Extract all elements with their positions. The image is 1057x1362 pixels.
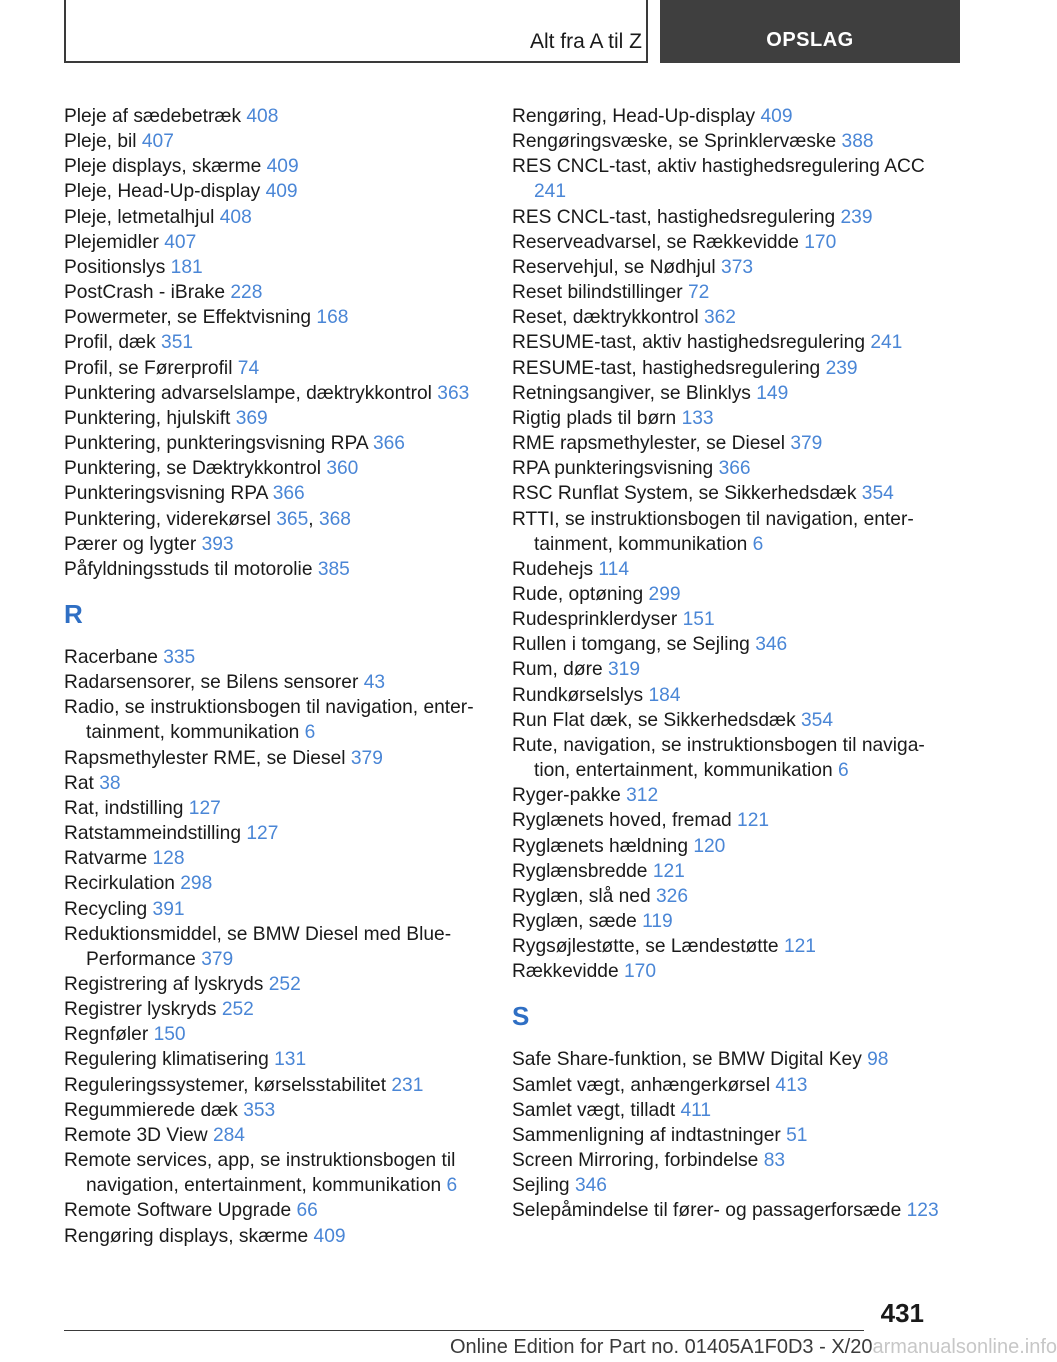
index-term: Punkteringsvisning RPA xyxy=(64,483,268,505)
index-term: Rudehejs xyxy=(512,558,594,580)
index-term: Remote services, app, se instruktionsbogen til navigation, entertainment, kommunikation xyxy=(64,1150,456,1197)
page-reference-link[interactable]: 379 xyxy=(350,747,383,769)
index-entry xyxy=(512,104,942,129)
page-reference-link[interactable]: 74 xyxy=(237,357,260,379)
index-entry xyxy=(512,356,942,381)
page-reference-link[interactable]: 363 xyxy=(437,382,470,404)
index-entry xyxy=(512,859,942,884)
page-reference-link[interactable]: 239 xyxy=(825,357,858,379)
index-term: Recycling xyxy=(64,898,148,920)
index-term: Pærer og lygter xyxy=(64,533,197,555)
index-term: Påfyldningsstuds til motorolie xyxy=(64,558,313,580)
index-entry xyxy=(512,607,942,632)
index-term: Remote Software Upgrade xyxy=(64,1200,292,1222)
page-reference-link[interactable]: 131 xyxy=(274,1049,307,1071)
index-term: Positionslys xyxy=(64,256,166,278)
index-entry xyxy=(64,230,494,255)
page-reference-link[interactable]: 360 xyxy=(326,458,359,480)
index-entry xyxy=(512,205,942,230)
page-reference-link[interactable]: 98 xyxy=(867,1049,889,1071)
index-entry xyxy=(64,695,494,745)
page-reference-link[interactable]: 409 xyxy=(266,156,299,178)
page-reference-link[interactable]: 6 xyxy=(446,1175,458,1197)
page-reference-link[interactable]: 127 xyxy=(188,797,221,819)
index-entry xyxy=(512,1073,942,1098)
page-reference-link[interactable]: 369 xyxy=(235,407,268,429)
page-reference-link[interactable]: 409 xyxy=(313,1225,346,1247)
index-entry xyxy=(64,796,494,821)
index-term: Rapsmethylester RME, se Diesel xyxy=(64,747,346,769)
page-reference-link[interactable]: 408 xyxy=(246,106,279,127)
index-entry xyxy=(512,834,942,859)
page-number: 431 xyxy=(880,1298,924,1328)
index-term: Registrer lyskryds xyxy=(64,999,217,1021)
page-reference-link[interactable]: 168 xyxy=(316,307,349,329)
index-entry xyxy=(512,154,942,204)
index-entry xyxy=(64,746,494,771)
index-term: RTTI, se instruktionsbogen til navigation, entertainment, kommunikation xyxy=(512,508,914,555)
index-entry xyxy=(64,179,494,204)
index-term: Regnføler xyxy=(64,1024,149,1046)
index-term: Profil, dæk xyxy=(64,332,156,354)
index-entry xyxy=(64,431,494,456)
index-term: Pleje displays, skærme xyxy=(64,156,262,178)
page-reference-link[interactable]: 335 xyxy=(163,646,196,668)
index-entry xyxy=(512,129,942,154)
index-term: RME rapsmethylester, se Diesel xyxy=(512,433,785,455)
index-term: Recirkulation xyxy=(64,873,175,895)
index-term: Sejling xyxy=(512,1175,570,1197)
page-reference-link[interactable]: 239 xyxy=(840,206,873,228)
index-entry xyxy=(64,771,494,796)
page-reference-link[interactable]: 284 xyxy=(212,1124,245,1146)
page-reference-link[interactable]: 368 xyxy=(318,508,351,530)
footer-text xyxy=(450,1336,1057,1359)
page-reference-link[interactable]: 366 xyxy=(272,483,305,505)
index-term: Samlet vægt, tilladt xyxy=(512,1099,676,1121)
page-reference-link[interactable]: 312 xyxy=(626,785,659,807)
footer-rule xyxy=(64,1330,864,1331)
index-term: Rude, optøning xyxy=(512,583,644,605)
page-reference-link[interactable]: 133 xyxy=(681,407,714,429)
page-reference-link[interactable]: 379 xyxy=(790,433,823,455)
index-entry xyxy=(64,557,494,582)
page-reference-link[interactable]: 409 xyxy=(760,106,793,127)
page-reference-link[interactable]: 72 xyxy=(687,282,710,304)
page-reference-link[interactable]: 388 xyxy=(841,131,874,153)
index-letter-heading: S xyxy=(512,1001,530,1032)
index-term: Profil, se Førerprofil xyxy=(64,357,233,379)
page-reference-link[interactable]: 385 xyxy=(317,558,350,580)
index-entry xyxy=(512,657,942,682)
index-entry xyxy=(64,1073,494,1098)
index-term: Radarsensorer, se Bilens sensorer xyxy=(64,672,359,694)
page-reference-link[interactable]: 362 xyxy=(703,307,736,329)
page-reference-link[interactable]: 121 xyxy=(652,860,685,882)
index-term: RES CNCL-tast, hastighedsregulering xyxy=(512,206,836,228)
index-term: Rum, døre xyxy=(512,659,603,681)
index-entry xyxy=(64,1123,494,1148)
index-term: Ryglænsbredde xyxy=(512,860,648,882)
index-term: Ryglæn, sæde xyxy=(512,911,637,932)
index-term: Plejemidler xyxy=(64,231,159,253)
index-entry xyxy=(64,1224,494,1249)
index-entry xyxy=(64,1148,494,1198)
page-reference-link[interactable]: 354 xyxy=(861,483,894,505)
page-reference-link[interactable]: 123 xyxy=(906,1200,939,1222)
page-reference-link[interactable]: 298 xyxy=(180,873,213,895)
index-term: Run Flat dæk, se Sikkerhedsdæk xyxy=(512,709,796,731)
footer-watermark: armanualsonline.info xyxy=(872,1336,1057,1358)
index-term: Rækkevidde xyxy=(512,961,619,983)
index-term: Pleje, bil xyxy=(64,131,137,153)
index-term: RESUME-tast, hastighedsregulering xyxy=(512,357,821,379)
page-reference-link[interactable]: 121 xyxy=(783,936,816,958)
page-reference-link[interactable]: 181 xyxy=(170,256,203,278)
index-entry xyxy=(512,582,942,607)
index-entry xyxy=(64,280,494,305)
index-term: Rudesprinklerdyser xyxy=(512,609,678,631)
index-term: Rygsøjlestøtte, se Lændestøtte xyxy=(512,936,779,958)
page-reference-link[interactable]: 407 xyxy=(164,231,197,253)
index-entry xyxy=(64,871,494,896)
index-entry xyxy=(512,783,942,808)
index-entry xyxy=(64,922,494,972)
index-term: RSC Runflat System, se Sikkerhedsdæk xyxy=(512,483,857,505)
index-term: RES CNCL-tast, aktiv hastighedsregulering ACC xyxy=(512,156,925,178)
index-term: Rengøring, Head-Up-display xyxy=(512,106,756,127)
index-term: Rengøringsvæske, se Sprinklervæske xyxy=(512,131,837,153)
index-term: Punktering, hjulskift xyxy=(64,407,231,429)
index-term: Rute, navigation, se instruktionsbogen til navigation, entertainment, kommunikation xyxy=(512,734,925,782)
index-term: Rullen i tomgang, se Sejling xyxy=(512,634,750,656)
page-reference-link[interactable]: 393 xyxy=(201,533,234,555)
index-term: Regulering klimatisering xyxy=(64,1049,269,1071)
page-reference-link[interactable]: 149 xyxy=(756,382,789,404)
index-entry xyxy=(64,1022,494,1047)
index-entry xyxy=(64,154,494,179)
index-term: Ryglæn, slå ned xyxy=(512,885,651,907)
index-term: Punktering advarselslampe, dæktrykkontrol xyxy=(64,382,432,404)
index-entry xyxy=(64,645,494,670)
index-term: Rengøring displays, skærme xyxy=(64,1225,309,1247)
index-entry xyxy=(64,305,494,330)
index-term: Registrering af lyskryds xyxy=(64,974,264,995)
page-reference-link[interactable]: 408 xyxy=(219,206,252,228)
footer-edition: Online Edition for Part no. 01405A1F0D3 - X/20 xyxy=(450,1336,873,1358)
page-reference-link[interactable]: 379 xyxy=(201,948,234,970)
page-reference-link[interactable]: 151 xyxy=(682,609,715,631)
index-term: Selepåmindelse til fører- og passagerforsæde xyxy=(512,1200,902,1222)
page-reference-link[interactable]: 365 xyxy=(276,508,309,530)
index-entry xyxy=(512,884,942,909)
index-entry: Punktering, viderekørsel 365, 368 xyxy=(64,508,351,530)
page-reference-link[interactable]: 184 xyxy=(648,684,681,706)
header-tab-opslag: OPSLAG xyxy=(660,0,960,63)
index-entry xyxy=(512,683,942,708)
index-entry xyxy=(512,431,942,456)
index-term: Remote 3D View xyxy=(64,1124,208,1146)
index-entry xyxy=(512,456,942,481)
index-entry xyxy=(512,255,942,280)
index-entry xyxy=(64,205,494,230)
index-term: Retningsangiver, se Blinklys xyxy=(512,382,751,404)
index-entry xyxy=(64,1098,494,1123)
page-reference-link[interactable]: 373 xyxy=(721,256,754,278)
page-reference-link[interactable]: 252 xyxy=(221,999,254,1021)
index-term: Ryger-pakke xyxy=(512,785,621,807)
page-reference-link[interactable]: 119 xyxy=(642,911,673,932)
index-entry xyxy=(64,997,494,1022)
index-letter-heading: R xyxy=(64,598,83,629)
page-reference-link[interactable]: 38 xyxy=(99,772,121,794)
index-entry xyxy=(64,406,494,431)
page-reference-link[interactable]: 413 xyxy=(775,1074,808,1096)
index-entry xyxy=(64,381,494,406)
index-term: Punktering, punkteringsvisning RPA xyxy=(64,433,368,455)
index-entry xyxy=(512,406,942,431)
page-reference-link[interactable]: 351 xyxy=(161,332,194,354)
index-entry xyxy=(512,1047,942,1072)
index-entry xyxy=(512,280,942,305)
index-entry xyxy=(64,330,494,355)
index-term: Ratstammeindstilling xyxy=(64,823,242,845)
index-entry xyxy=(64,532,494,557)
index-term: Regummierede dæk xyxy=(64,1099,238,1121)
index-entry xyxy=(512,381,942,406)
page-reference-link[interactable]: 6 xyxy=(752,533,764,555)
index-term: Reguleringssystemer, kørselsstabilitet xyxy=(64,1074,387,1096)
page-reference-link[interactable]: 170 xyxy=(624,961,657,983)
index-entry xyxy=(64,1198,494,1223)
index-entry xyxy=(64,972,494,997)
page-reference-link[interactable]: 127 xyxy=(246,823,279,845)
page-reference-link[interactable]: 231 xyxy=(391,1074,424,1096)
page-reference-link[interactable]: 346 xyxy=(755,634,788,656)
index-term: Samlet vægt, anhængerkørsel xyxy=(512,1074,771,1096)
index-entry xyxy=(64,104,494,129)
index-term: PostCrash - iBrake xyxy=(64,282,226,304)
index-term: Rigtig plads til børn xyxy=(512,407,677,429)
page-reference-link[interactable]: 411 xyxy=(680,1099,712,1121)
index-term: Rat xyxy=(64,772,94,794)
index-term: RPA punkteringsvisning xyxy=(512,458,714,480)
page-reference-link[interactable]: 353 xyxy=(243,1099,276,1121)
index-entry xyxy=(512,330,942,355)
index-entry xyxy=(512,708,942,733)
page-reference-link[interactable]: 354 xyxy=(801,709,834,731)
index-entry xyxy=(512,959,942,984)
index-entry xyxy=(512,481,942,506)
index-term: Pleje, Head-Up-display xyxy=(64,181,261,203)
page-reference-link[interactable]: 170 xyxy=(804,231,837,253)
page-reference-link[interactable]: 66 xyxy=(296,1200,318,1222)
index-column-left xyxy=(64,104,494,1249)
page-reference-link[interactable]: 228 xyxy=(230,282,263,304)
index-term: Screen Mirroring, forbindelse xyxy=(512,1150,759,1172)
index-term: Ryglænets hældning xyxy=(512,835,688,857)
index-entry xyxy=(512,1098,942,1123)
page-reference-link[interactable]: 366 xyxy=(718,458,751,480)
page-reference-link[interactable]: 6 xyxy=(837,760,849,782)
index-term: Ryglænets hoved, fremad xyxy=(512,810,732,832)
index-entry xyxy=(64,1047,494,1072)
index-term: Punktering, viderekørsel xyxy=(64,508,271,530)
index-term: Reservehjul, se Nødhjul xyxy=(512,256,716,278)
index-entry xyxy=(64,897,494,922)
index-term: Safe Share-funktion, se BMW Digital Key xyxy=(512,1049,862,1071)
page-reference-link[interactable]: 391 xyxy=(152,898,185,920)
page-reference-link[interactable]: 366 xyxy=(372,433,405,455)
index-entry xyxy=(512,1198,942,1223)
index-term: Sammenligning af indtastninger xyxy=(512,1124,781,1146)
index-entry xyxy=(64,129,494,154)
index-term: Pleje af sædebetræk xyxy=(64,106,242,127)
page-reference-link[interactable]: 6 xyxy=(304,722,316,744)
index-term: Rundkørselslys xyxy=(512,684,644,706)
page-reference-link[interactable]: 150 xyxy=(153,1024,186,1046)
index-entry xyxy=(64,821,494,846)
page-reference-link[interactable]: 128 xyxy=(152,848,185,870)
index-entry xyxy=(512,1148,942,1173)
page-reference-link[interactable]: 120 xyxy=(693,835,726,857)
page-reference-link[interactable]: 51 xyxy=(786,1124,808,1146)
index-entry xyxy=(64,255,494,280)
index-term: Pleje, letmetalhjul xyxy=(64,206,215,228)
index-entry xyxy=(64,456,494,481)
index-entry xyxy=(64,670,494,695)
page-reference-link[interactable]: 241 xyxy=(870,332,903,354)
index-term: Reset, dæktrykkontrol xyxy=(512,307,699,329)
index-entry xyxy=(512,632,942,657)
page-reference-link[interactable]: 407 xyxy=(141,131,174,153)
index-term: Rat, indstilling xyxy=(64,797,184,819)
index-entry xyxy=(512,808,942,833)
index-entry xyxy=(512,507,942,557)
index-entry xyxy=(512,934,942,959)
index-entry xyxy=(512,1123,942,1148)
index-entry xyxy=(512,1173,942,1198)
index-term: RESUME-tast, aktiv hastighedsregulering xyxy=(512,332,865,354)
index-entry xyxy=(512,305,942,330)
index-term: Powermeter, se Effektvisning xyxy=(64,307,312,329)
page-reference-link[interactable]: 326 xyxy=(656,885,689,907)
page-reference-link[interactable]: 319 xyxy=(607,659,640,681)
index-term: Ratvarme xyxy=(64,848,148,870)
index-entry xyxy=(512,230,942,255)
page-reference-link[interactable]: 43 xyxy=(363,672,386,694)
page-reference-link[interactable]: 121 xyxy=(737,810,770,832)
index-term: Punktering, se Dæktrykkontrol xyxy=(64,458,321,480)
index-entry xyxy=(64,846,494,871)
index-column-right xyxy=(512,104,942,1224)
index-entry xyxy=(512,909,942,934)
page-reference-link[interactable]: 409 xyxy=(265,181,298,203)
page-reference-link[interactable]: 241 xyxy=(534,181,567,203)
index-term: Reset bilindstillinger xyxy=(512,282,683,304)
page-reference-link[interactable]: 252 xyxy=(268,974,301,995)
page-reference-link[interactable]: 346 xyxy=(574,1175,607,1197)
page-reference-link[interactable]: 83 xyxy=(763,1150,786,1172)
header-section-title: Alt fra A til Z xyxy=(529,30,642,53)
index-term: Radio, se instruktionsbogen til navigation, entertainment, kommunikation xyxy=(64,697,474,744)
index-term: Reduktionsmiddel, se BMW Diesel med BluePerformance xyxy=(64,923,452,970)
index-entry xyxy=(64,481,494,506)
page-reference-link[interactable]: 114 xyxy=(598,558,630,580)
index-term: Racerbane xyxy=(64,646,158,668)
index-entry xyxy=(512,557,942,582)
index-entry xyxy=(64,356,494,381)
index-entry xyxy=(512,733,942,783)
index-term: Reserveadvarsel, se Rækkevidde xyxy=(512,231,799,253)
page-reference-link[interactable]: 299 xyxy=(648,583,681,605)
